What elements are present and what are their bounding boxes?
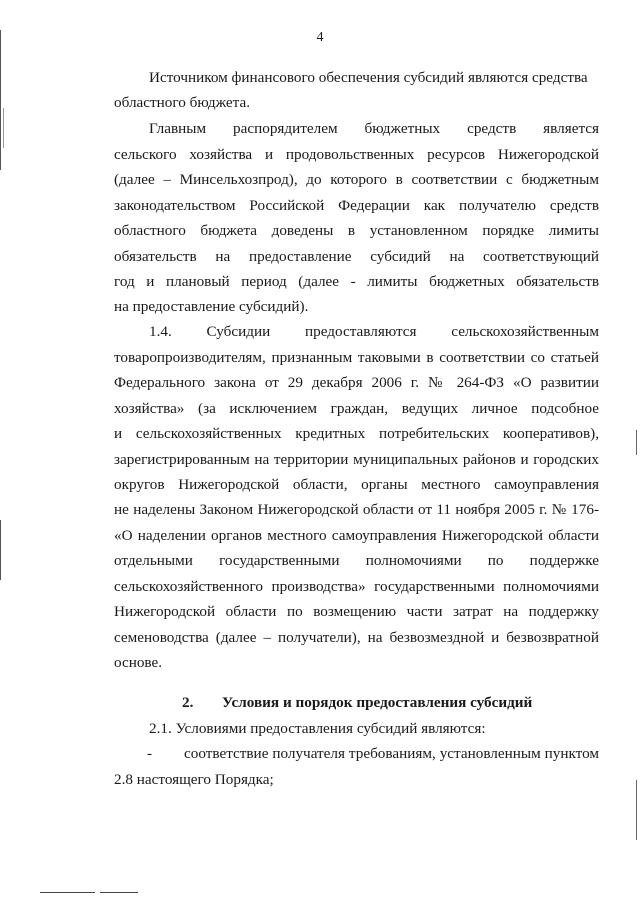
scan-edge-line: [0, 30, 1, 170]
text-line: округов Нижегородской области, органы местного самоуправления: [114, 476, 599, 493]
text-line: обязательств на предоставление субсидий на соответствующий: [114, 248, 599, 265]
text-line: сельскохозяйственного производства» государственными полномочиями: [114, 578, 599, 595]
text-line: на предоставление субсидий).: [114, 298, 309, 315]
scan-edge-line: [636, 430, 637, 455]
scan-edge-line: [0, 520, 1, 580]
text-line: областного бюджета доведены в установленном порядке лимиты: [114, 222, 599, 239]
list-dash: -: [147, 745, 153, 762]
text-line: 2.8 настоящего Порядка;: [114, 771, 274, 788]
text-line: Источником финансового обеспечения субсидий являются средства: [149, 69, 588, 86]
text-line: зарегистрированным на территории муниципальных районов и городских: [114, 451, 599, 468]
text-line: сельского хозяйства и продовольственных ресурсов Нижегородской: [114, 146, 599, 163]
text-line: год и плановый период (далее - лимиты бюджетных обязательств: [114, 273, 599, 290]
scan-edge-line: [636, 780, 637, 840]
text-line: Нижегородской области по возмещению части затрат на поддержку: [114, 603, 599, 620]
scan-edge-line: [3, 108, 4, 148]
text-line: семеноводства (далее – получатели), на безвозмездной и безвозвратной: [114, 629, 599, 646]
text-line: основе.: [114, 654, 163, 671]
page-number: 4: [316, 30, 324, 45]
text-line: и сельскохозяйственных кредитных потребительских кооперативов),: [114, 425, 599, 442]
text-line: не наделены Законом Нижегородской области от 11 ноября 2005 г. № 176-: [114, 501, 599, 518]
text-line: областного бюджета.: [114, 94, 251, 111]
footer-rule: [100, 892, 138, 893]
text-line: 2.1. Условиями предоставления субсидий являются:: [149, 720, 486, 737]
text-line: товаропроизводителям, признанным таковыми в соответствии со статьей: [114, 349, 599, 366]
text-line: отдельными государственными полномочиями по поддержке: [114, 552, 599, 569]
text-line: хозяйства» (за исключением граждан, ведущих личное подсобное: [114, 400, 599, 417]
text-line: Главным распорядителем бюджетных средств является: [149, 120, 599, 137]
section-heading: Условия и порядок предоставления субсидий: [222, 694, 533, 711]
footer-rule: [40, 892, 95, 893]
text-line: (далее – Минсельхозпрод), до которого в соответствии с бюджетным: [114, 171, 599, 188]
text-line: Федерального закона от 29 декабря 2006 г. № 264-ФЗ «О развитии: [114, 374, 599, 391]
text-line: 1.4. Субсидии предоставляются сельскохозяйственным: [149, 323, 599, 340]
text-line: соответствие получателя требованиям, установленным пунктом: [184, 745, 599, 762]
text-line: «О наделении органов местного самоуправления Нижегородской области: [114, 527, 599, 544]
text-line: законодательством Российской Федерации как получателю средств: [114, 197, 599, 214]
section-number: 2.: [182, 694, 194, 711]
